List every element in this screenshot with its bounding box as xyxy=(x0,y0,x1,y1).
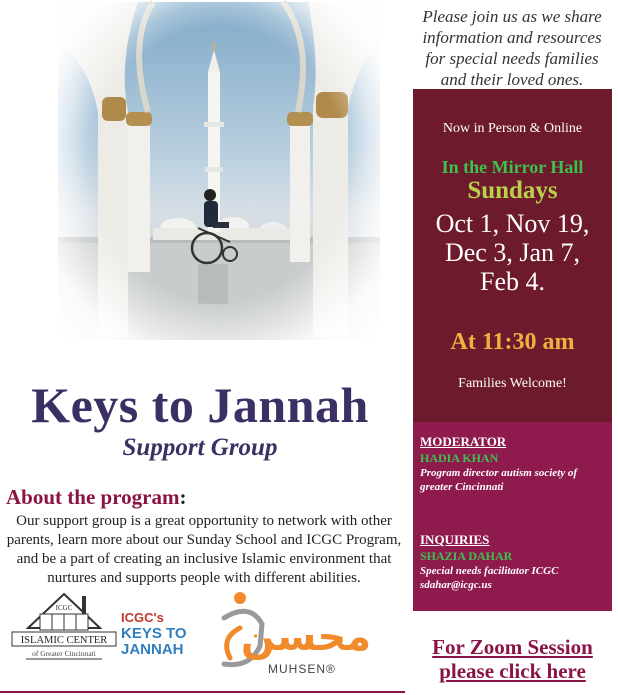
invite-line: Please join us as we share xyxy=(422,7,602,26)
about-line: Our support group is a great opportunity to network with other xyxy=(16,513,392,529)
inquiries-role: INQUIRIES xyxy=(420,532,490,547)
muhsen-logo-arabic: محسن xyxy=(240,614,372,660)
meeting-time: At 11:30 am xyxy=(450,329,575,355)
zoom-link-line1[interactable]: For Zoom Session xyxy=(432,635,593,659)
about-heading xyxy=(6,485,186,510)
page-title: Keys to Jannah xyxy=(31,377,369,433)
inquiries-email[interactable]: sdahar@icgc.us xyxy=(420,579,492,591)
inquiries-contact xyxy=(420,532,610,592)
meeting-day: Sundays xyxy=(467,177,558,204)
page-subtitle: Support Group xyxy=(122,434,278,461)
bottom-divider xyxy=(0,691,405,693)
schedule-panel xyxy=(413,89,612,422)
keys-logo-line1: ICGC's xyxy=(121,610,164,625)
zoom-link-line2[interactable]: please click here xyxy=(439,659,586,683)
icgc-logo-line1: ISLAMIC CENTER xyxy=(20,635,108,646)
about-line: and be a part of creating an inclusive Islamic environment that xyxy=(16,551,392,567)
keys-logo-line2: KEYS TO xyxy=(121,625,187,642)
zoom-session-link[interactable] xyxy=(413,635,612,683)
meeting-date-line: Dec 3, Jan 7, xyxy=(444,238,580,267)
about-line: parents, learn more about our Sunday School and ICGC Program, xyxy=(6,532,402,548)
invite-line: information and resources xyxy=(422,28,602,47)
about-heading-colon: : xyxy=(179,485,187,509)
contacts-panel xyxy=(413,422,612,611)
moderator-role: MODERATOR xyxy=(420,434,507,449)
moderator-name: HADIA KHAN xyxy=(420,451,499,465)
families-welcome: Families Welcome! xyxy=(458,376,567,391)
hero-photo xyxy=(58,2,380,340)
inquiries-detail: Special needs facilitator ICGC xyxy=(420,565,559,577)
muhsen-logo-word: MUHSEN® xyxy=(268,662,336,676)
invite-line: and their loved ones. xyxy=(440,70,584,89)
icgc-logo-top: ICGC xyxy=(55,604,73,612)
moderator-detail: Program director autism society of xyxy=(420,467,578,479)
icgc-logo xyxy=(12,592,116,662)
invite-line: for special needs families xyxy=(425,49,599,68)
moderator-contact xyxy=(420,434,610,494)
meeting-date-line: Feb 4. xyxy=(480,267,545,296)
about-text xyxy=(0,512,408,588)
about-line: nurtures and supports people with different abilities. xyxy=(47,570,361,586)
meeting-location: In the Mirror Hall xyxy=(441,157,584,177)
keys-to-jannah-logo xyxy=(121,610,187,658)
meeting-date-line: Oct 1, Nov 19, xyxy=(435,209,590,238)
icgc-logo-line2: of Greater Cincinnati xyxy=(32,649,96,658)
meeting-dates xyxy=(413,209,612,296)
keys-logo-line3: JANNAH xyxy=(121,641,184,658)
about-heading-text: About the program xyxy=(6,485,180,509)
inquiries-name: SHAZIA DAHAR xyxy=(420,549,513,563)
meeting-format: Now in Person & Online xyxy=(442,121,583,136)
moderator-detail: greater Cincinnati xyxy=(420,481,504,493)
invite-text xyxy=(412,6,612,90)
